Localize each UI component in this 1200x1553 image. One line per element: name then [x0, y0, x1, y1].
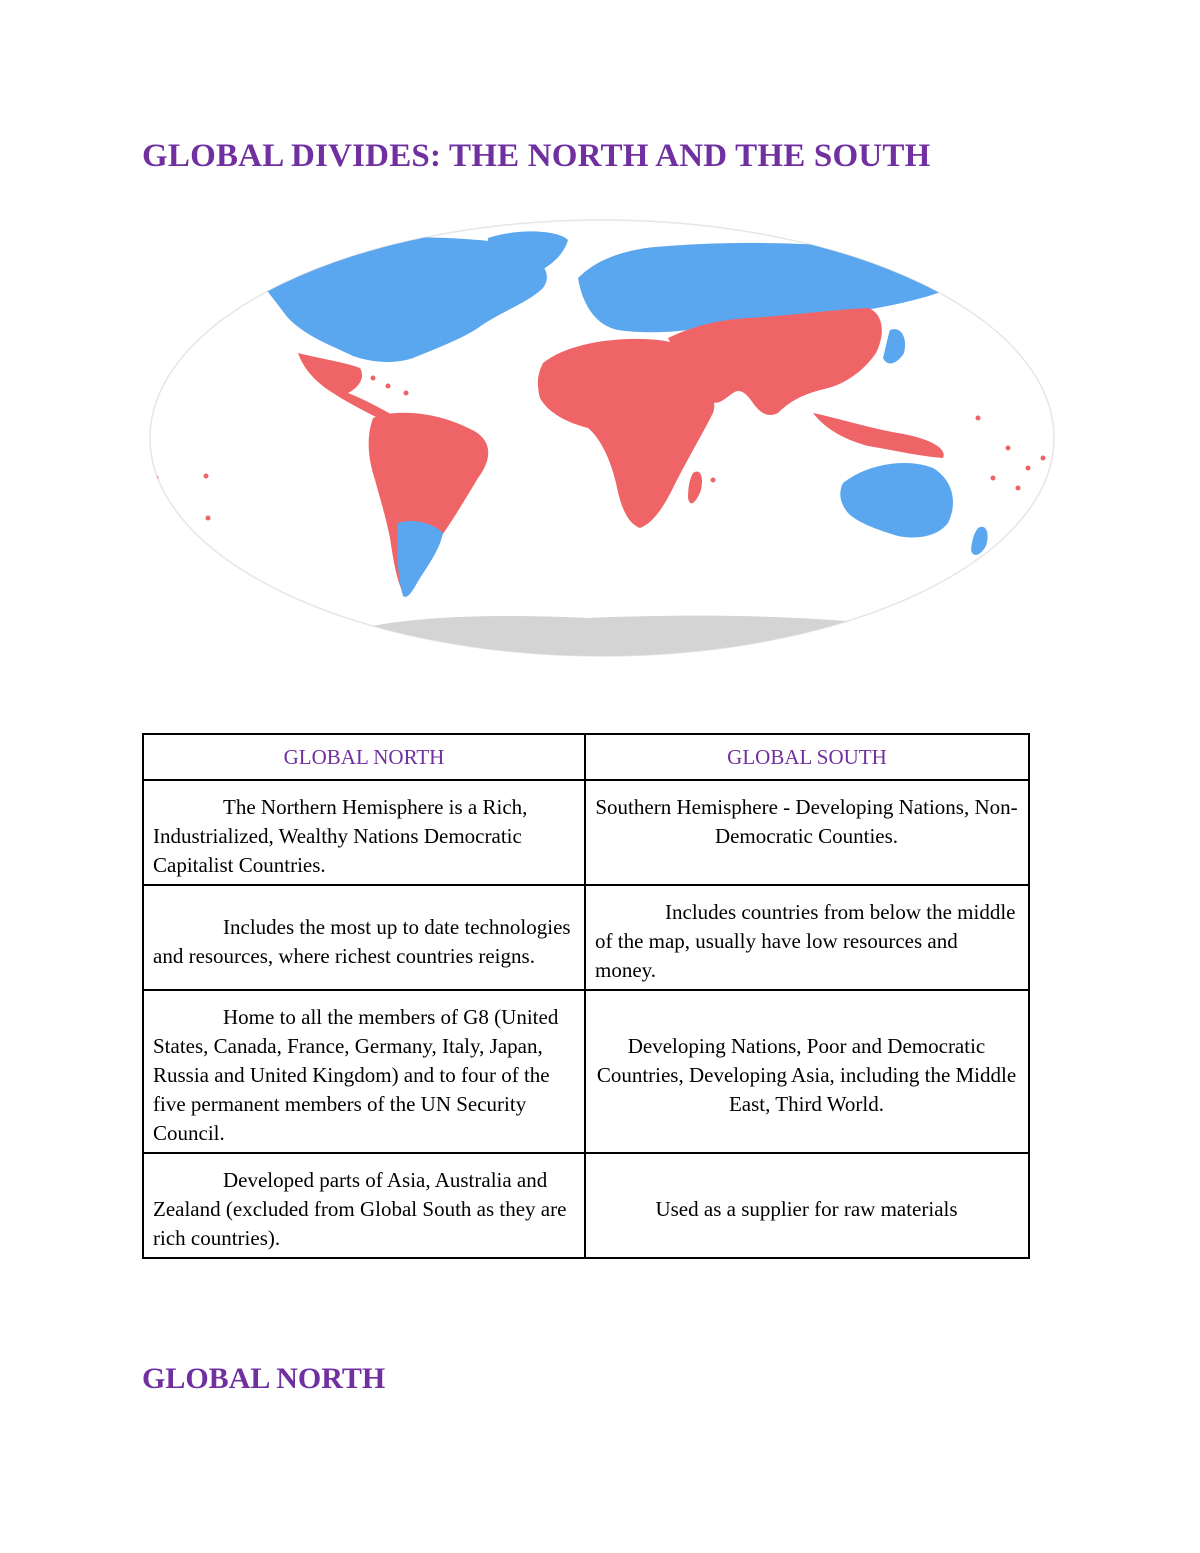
table-row: [143, 780, 1029, 885]
table-row: [143, 885, 1029, 990]
island: [1006, 446, 1011, 451]
island: [404, 391, 409, 396]
header-global-south: GLOBAL SOUTH: [585, 734, 1029, 780]
island: [976, 416, 981, 421]
island: [711, 478, 716, 483]
table-row: [143, 1153, 1029, 1258]
island: [386, 384, 391, 389]
table-cell: The Northern Hemisphere is a Rich, Industrialized, Wealthy Nations Democratic Capitalist Countries.: [143, 780, 585, 885]
table-header-row: [143, 734, 1029, 780]
table-cell: Includes countries from below the middle of the map, usually have low resources and money.: [585, 885, 1029, 990]
table-cell: Home to all the members of G8 (United States, Canada, France, Germany, Italy, Japan, Russia and United Kingdom) and to four of the five permanent members of the UN Security Council.: [143, 990, 585, 1153]
island: [991, 476, 996, 481]
table-cell: Used as a supplier for raw materials: [585, 1153, 1029, 1258]
page-title: GLOBAL DIVIDES: THE NORTH AND THE SOUTH: [142, 138, 931, 174]
island: [371, 376, 376, 381]
table-cell: Developing Nations, Poor and Democratic Countries, Developing Asia, including the Middle East, Third World.: [585, 990, 1029, 1153]
section-heading: GLOBAL NORTH: [142, 1362, 386, 1395]
island: [1041, 456, 1046, 461]
table-cell: Southern Hemisphere - Developing Nations, Non-Democratic Counties.: [585, 780, 1029, 885]
table-cell: Includes the most up to date technologies and resources, where richest countries reigns.: [143, 885, 585, 990]
world-map: [148, 218, 1056, 658]
comparison-table: [142, 733, 1030, 1259]
island: [1026, 466, 1031, 471]
header-global-north: GLOBAL NORTH: [143, 734, 585, 780]
table-cell: Developed parts of Asia, Australia and Zealand (excluded from Global South as they are rich countries).: [143, 1153, 585, 1258]
island: [1016, 486, 1021, 491]
table-row: [143, 990, 1029, 1153]
island: [204, 474, 209, 479]
island: [206, 516, 211, 521]
